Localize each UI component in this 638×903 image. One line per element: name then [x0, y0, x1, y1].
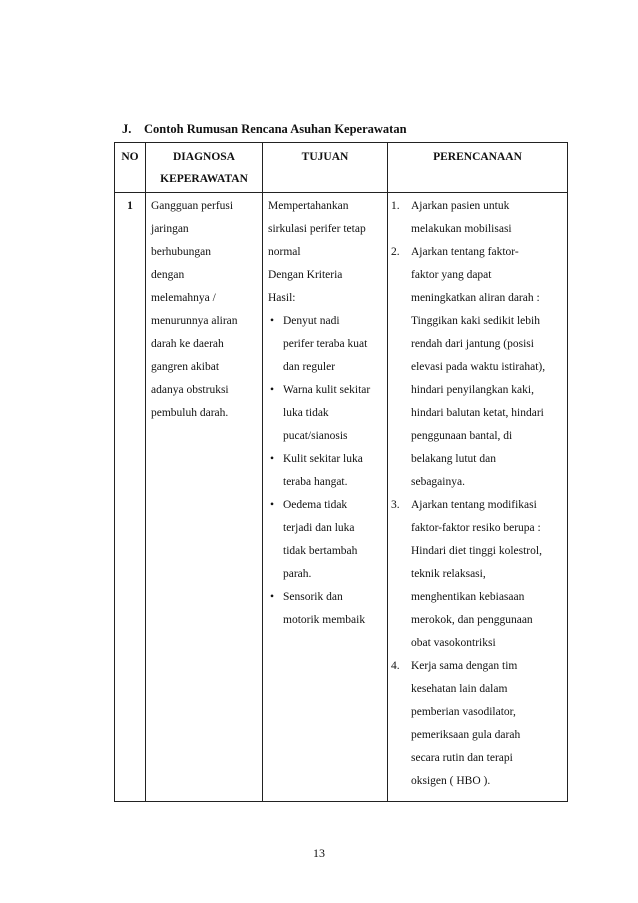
plan-line: pemeriksaan gula darah: [411, 729, 521, 741]
plan-line: hindari balutan ketat, hindari: [411, 407, 544, 419]
criteria-line: tidak bertambah: [283, 545, 358, 557]
plan-line: obat vasokontriksi: [411, 637, 496, 649]
plan-item-number: 4.: [391, 660, 400, 672]
plan-list: [393, 195, 562, 793]
criteria-line: perifer teraba kuat: [283, 338, 368, 350]
plan-line: meningkatkan aliran darah :: [411, 292, 540, 304]
diagnosa-line: jaringan: [151, 223, 189, 235]
tujuan-line: Mempertahankan: [268, 200, 349, 212]
plan-line: oksigen ( HBO ).: [411, 775, 491, 787]
table-row: [115, 193, 568, 802]
plan-line: Tinggikan kaki sedikit lebih: [411, 315, 540, 327]
cell-tujuan: [263, 193, 388, 802]
header-diagnosa: [146, 143, 263, 193]
plan-line: menghentikan kebiasaan: [411, 591, 525, 603]
diagnosa-line: melemahnya /: [151, 292, 216, 304]
plan-line: Ajarkan pasien untuk: [411, 200, 510, 212]
criteria-line: parah.: [283, 568, 312, 580]
criteria-line: • Denyut nadi: [283, 315, 340, 327]
plan-line: elevasi pada waktu istirahat),: [411, 361, 546, 373]
diagnosa-line: dengan: [151, 269, 185, 281]
tujuan-line: sirkulasi perifer tetap: [268, 223, 366, 235]
criteria-line: dan reguler: [283, 361, 336, 373]
header-diagnosa-line: DIAGNOSA: [173, 151, 235, 163]
plan-line: Ajarkan tentang modifikasi: [411, 499, 537, 511]
tujuan-intro: [268, 195, 382, 310]
criteria-item: [268, 379, 382, 448]
header-diagnosa-line: KEPERAWATAN: [160, 173, 248, 185]
criteria-line: teraba hangat.: [283, 476, 348, 488]
table-header-row: [115, 143, 568, 193]
criteria-line: luka tidak: [283, 407, 329, 419]
plan-item: [393, 655, 562, 793]
plan-line: faktor-faktor resiko berupa :: [411, 522, 541, 534]
plan-item: [393, 494, 562, 655]
header-perencanaan: PERENCANAAN: [388, 143, 568, 193]
tujuan-line: Dengan Kriteria: [268, 269, 343, 281]
plan-line: pemberian vasodilator,: [411, 706, 516, 718]
plan-item-number: 2.: [391, 246, 400, 258]
criteria-line: • Kulit sekitar luka: [283, 453, 363, 465]
diagnosa-line: Gangguan perfusi: [151, 200, 234, 212]
criteria-line: • Oedema tidak: [283, 499, 348, 511]
diagnosa-line: pembuluh darah.: [151, 407, 229, 419]
section-letter: J.: [122, 122, 132, 136]
criteria-line: motorik membaik: [283, 614, 366, 626]
plan-line: rendah dari jantung (posisi: [411, 338, 534, 350]
criteria-item: [268, 310, 382, 379]
plan-line: Hindari diet tinggi kolestrol,: [411, 545, 542, 557]
plan-item-number: 3.: [391, 499, 400, 511]
criteria-item: [268, 494, 382, 586]
cell-diagnosa: [146, 193, 263, 802]
diagnosa-line: darah ke daerah: [151, 338, 224, 350]
cell-perencanaan: [388, 193, 568, 802]
plan-item: [393, 241, 562, 494]
plan-line: hindari penyilangkan kaki,: [411, 384, 534, 396]
diagnosa-line: adanya obstruksi: [151, 384, 229, 396]
diagnosa-line: gangren akibat: [151, 361, 220, 373]
plan-item-number: 1.: [391, 200, 400, 212]
cell-no: 1: [115, 193, 146, 802]
plan-line: Ajarkan tentang faktor-: [411, 246, 519, 258]
plan-line: Kerja sama dengan tim: [411, 660, 518, 672]
header-no: NO: [115, 143, 146, 193]
plan-item: [393, 195, 562, 241]
criteria-item: [268, 586, 382, 632]
plan-line: secara rutin dan terapi: [411, 752, 513, 764]
diagnosa-line: menurunnya aliran: [151, 315, 238, 327]
plan-line: penggunaan bantal, di: [411, 430, 513, 442]
care-plan-table: [114, 142, 568, 802]
plan-line: belakang lutut dan: [411, 453, 496, 465]
criteria-line: • Sensorik dan: [283, 591, 343, 603]
plan-line: sebagainya.: [411, 476, 465, 488]
tujuan-line: normal: [268, 246, 301, 258]
plan-line: teknik relaksasi,: [411, 568, 486, 580]
page-number: 13: [313, 846, 325, 860]
criteria-line: • Warna kulit sekitar: [283, 384, 371, 396]
tujuan-line: Hasil:: [268, 292, 296, 304]
section-title: Contoh Rumusan Rencana Asuhan Keperawatan: [144, 122, 407, 136]
diagnosa-line: berhubungan: [151, 246, 212, 258]
plan-line: faktor yang dapat: [411, 269, 492, 281]
criteria-item: [268, 448, 382, 494]
section-heading: [122, 122, 407, 137]
criteria-line: pucat/sianosis: [283, 430, 348, 442]
plan-line: merokok, dan penggunaan: [411, 614, 533, 626]
plan-line: melakukan mobilisasi: [411, 223, 512, 235]
plan-line: kesehatan lain dalam: [411, 683, 508, 695]
criteria-list: [268, 310, 382, 632]
header-tujuan: TUJUAN: [263, 143, 388, 193]
criteria-line: terjadi dan luka: [283, 522, 355, 534]
